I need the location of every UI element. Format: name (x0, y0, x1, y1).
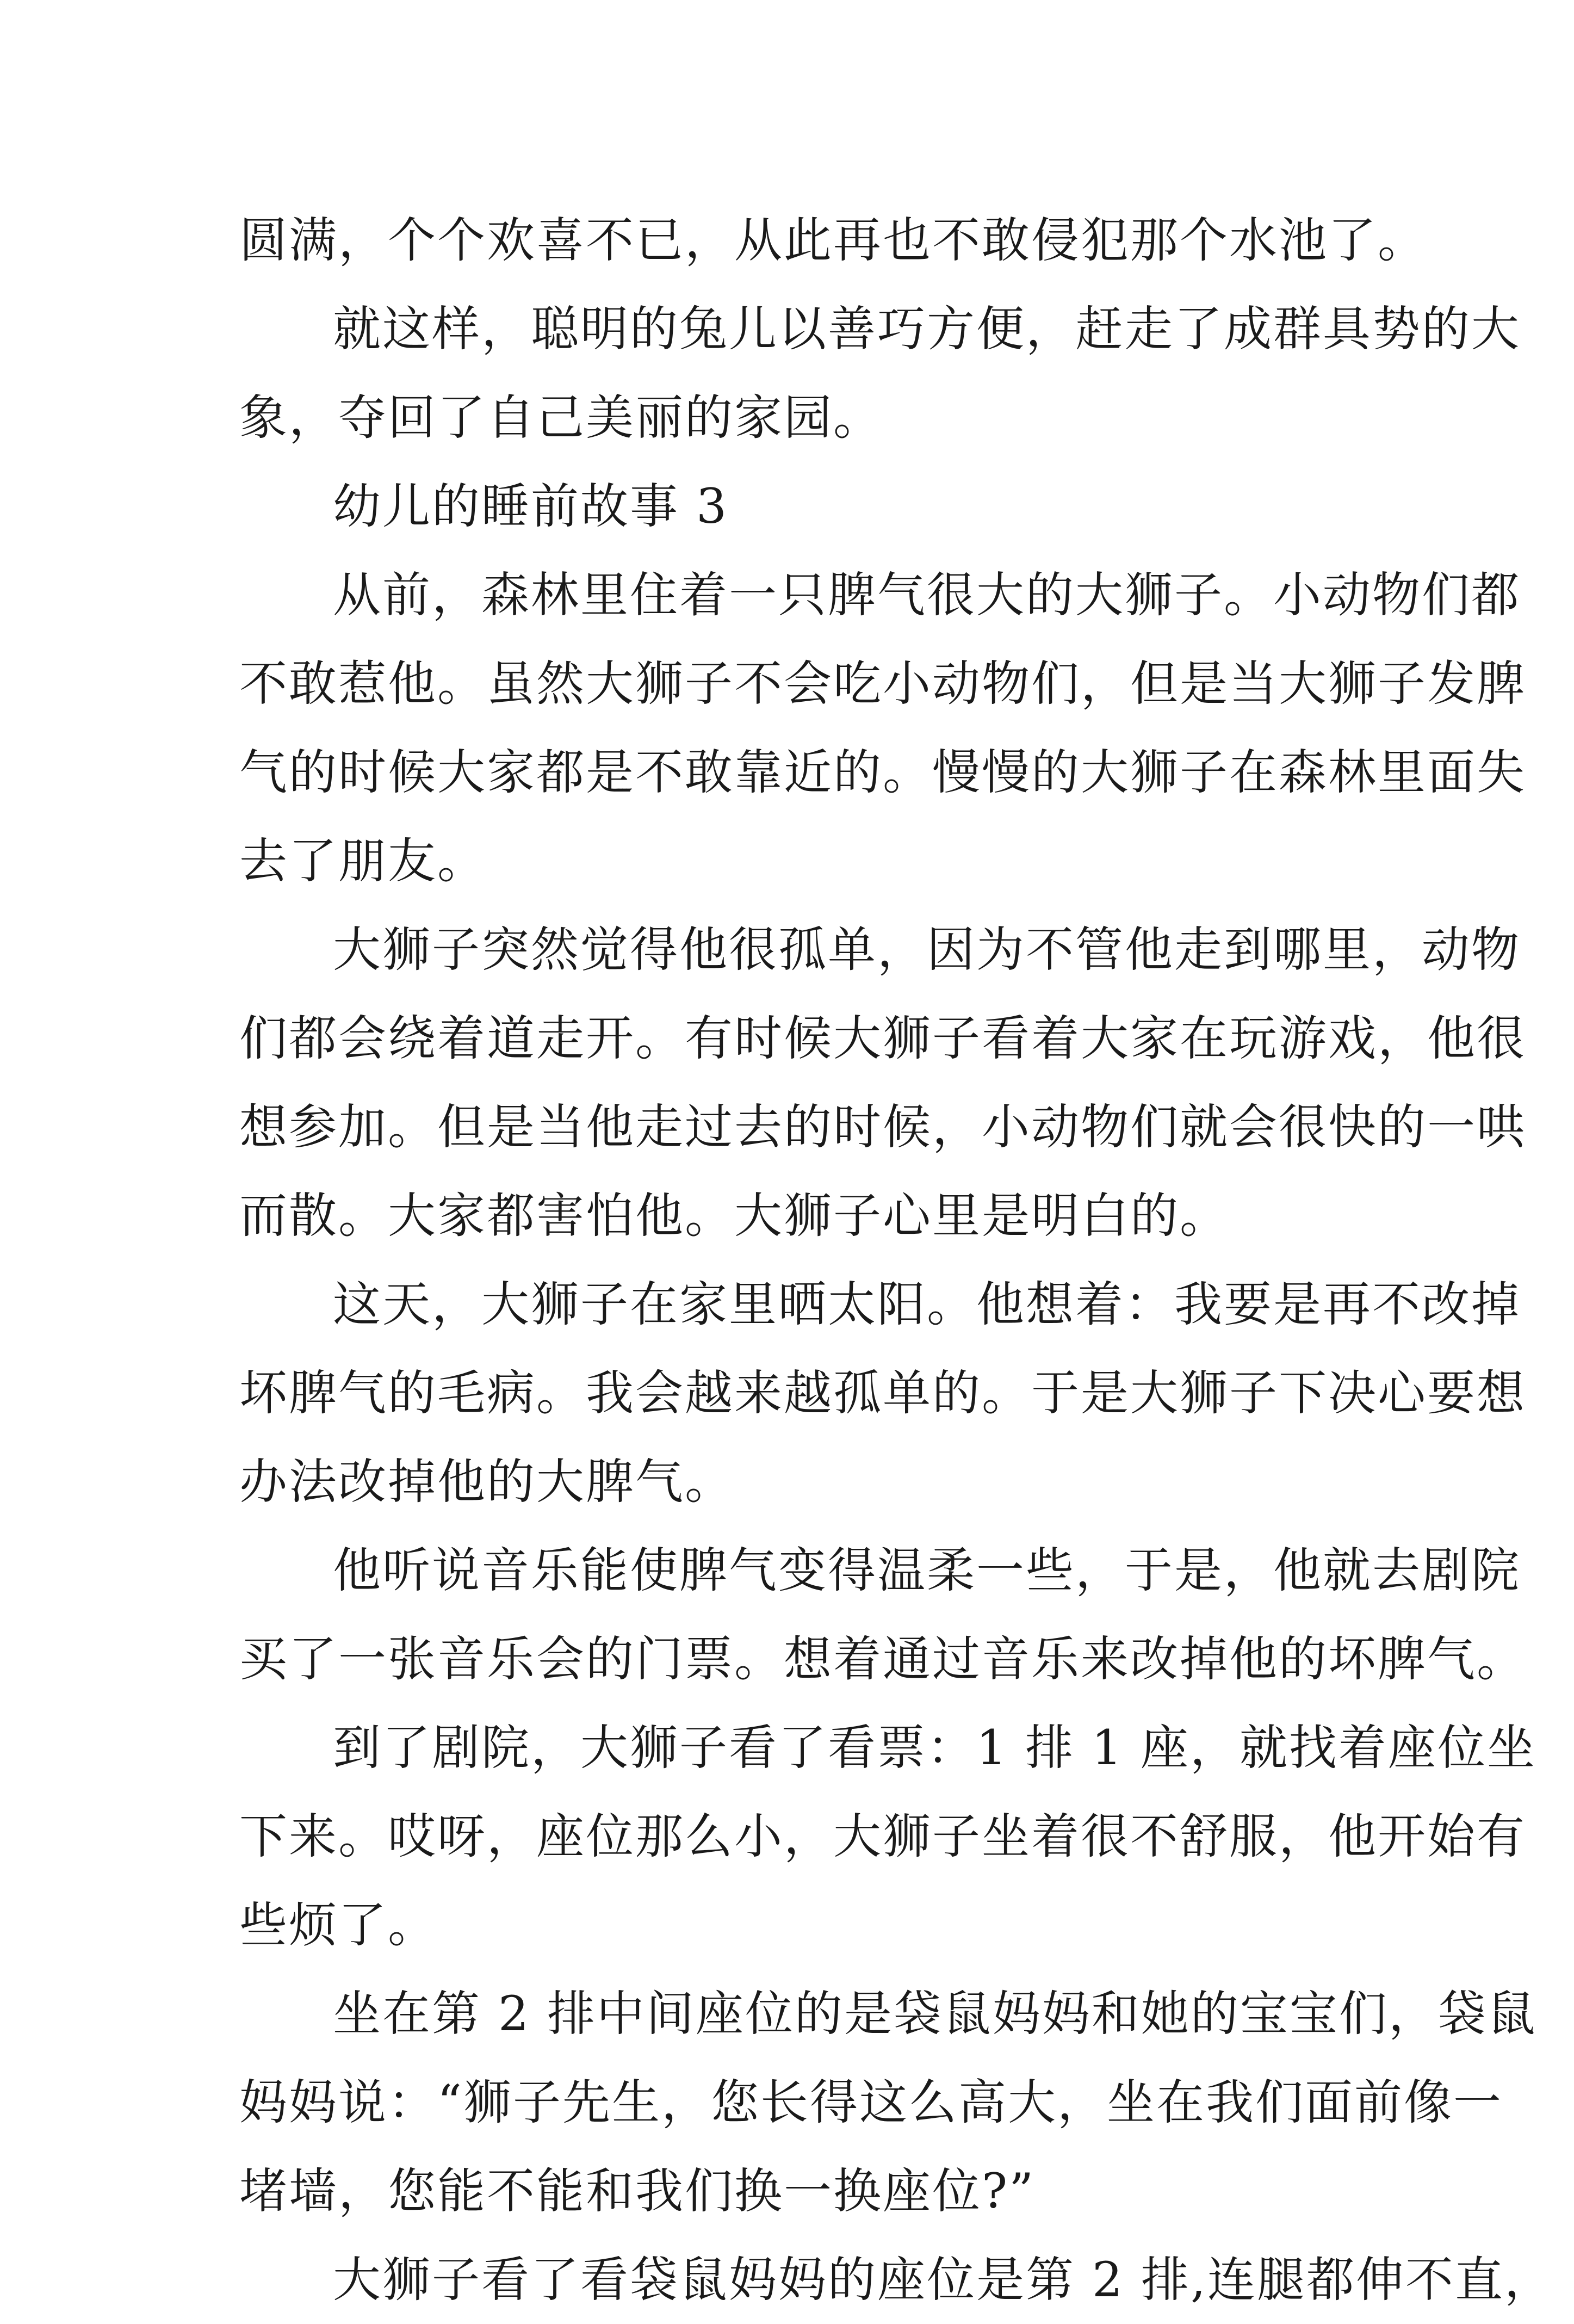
text-line: 从前，森林里住着一只脾气很大的大狮子。小动物们都 (333, 567, 1521, 623)
text-line: 到了剧院，大狮子看了看票：1 排 1 座，就找着座位坐 (333, 1720, 1536, 1776)
paragraph (239, 551, 1527, 905)
text-line: 们都会绕着道走开。有时候大狮子看着大家在玩游戏，他很 (239, 1010, 1527, 1066)
text-line: 办法改掉他的大脾气。 (239, 1454, 735, 1510)
text-line: 堵墙，您能不能和我们换一换座位?” (239, 2163, 1036, 2219)
paragraph (239, 462, 1343, 551)
text-line: 这天，大狮子在家里晒太阳。他想着：我要是再不改掉 (333, 1276, 1521, 1332)
text-line: 下来。哎呀，座位那么小，大狮子坐着很不舒服，他开始有 (239, 1808, 1527, 1864)
paragraph (239, 1526, 1527, 1703)
text-line: 象，夺回了自己美丽的家园。 (239, 390, 883, 446)
text-line: 买了一张音乐会的门票。想着通过音乐来改掉他的坏脾气。 (239, 1631, 1527, 1687)
text-line: 气的时候大家都是不敢靠近的。慢慢的大狮子在森林里面失 (239, 744, 1527, 800)
text-line: 圆满，个个欢喜不已，从此再也不敢侵犯那个水池了。 (239, 212, 1428, 268)
text-line: 就这样，聪明的兔儿以善巧方便，赶走了成群具势的大 (333, 301, 1521, 357)
text-line: 大狮子看了看袋鼠妈妈的座位是第 2 排,连腿都伸不直， (333, 2252, 1554, 2308)
text-line: 些烦了。 (239, 1897, 438, 1953)
text-line: 妈妈说：“狮子先生，您长得这么高大，坐在我们面前像一 (239, 2074, 1503, 2130)
text-line: 不敢惹他。虽然大狮子不会吃小动物们，但是当大狮子发脾 (239, 656, 1527, 712)
text-line: 去了朋友。 (239, 833, 487, 889)
paragraph (239, 196, 1428, 285)
text-line: 想参加。但是当他走过去的时候，小动物们就会很快的一哄 (239, 1099, 1527, 1155)
paragraph (239, 2235, 1554, 2324)
paragraph (239, 1703, 1536, 1969)
paragraph (239, 285, 1521, 462)
text-line: 坐在第 2 排中间座位的是袋鼠妈妈和她的宝宝们，袋鼠 (333, 1986, 1537, 2042)
paragraph (239, 1260, 1527, 1526)
text-line: 而散。大家都害怕他。大狮子心里是明白的。 (239, 1188, 1230, 1244)
text-line: 坏脾气的毛病。我会越来越孤单的。于是大狮子下决心要想 (239, 1365, 1527, 1421)
text-line: 大狮子突然觉得他很孤单，因为不管他走到哪里，动物 (333, 922, 1521, 978)
paragraph (239, 1969, 1537, 2235)
text-line: 幼儿的睡前故事 3 (333, 478, 728, 534)
paragraph (239, 905, 1527, 1260)
text-line: 他听说音乐能使脾气变得温柔一些，于是，他就去剧院 (333, 1542, 1521, 1598)
document-body (239, 196, 1554, 2324)
